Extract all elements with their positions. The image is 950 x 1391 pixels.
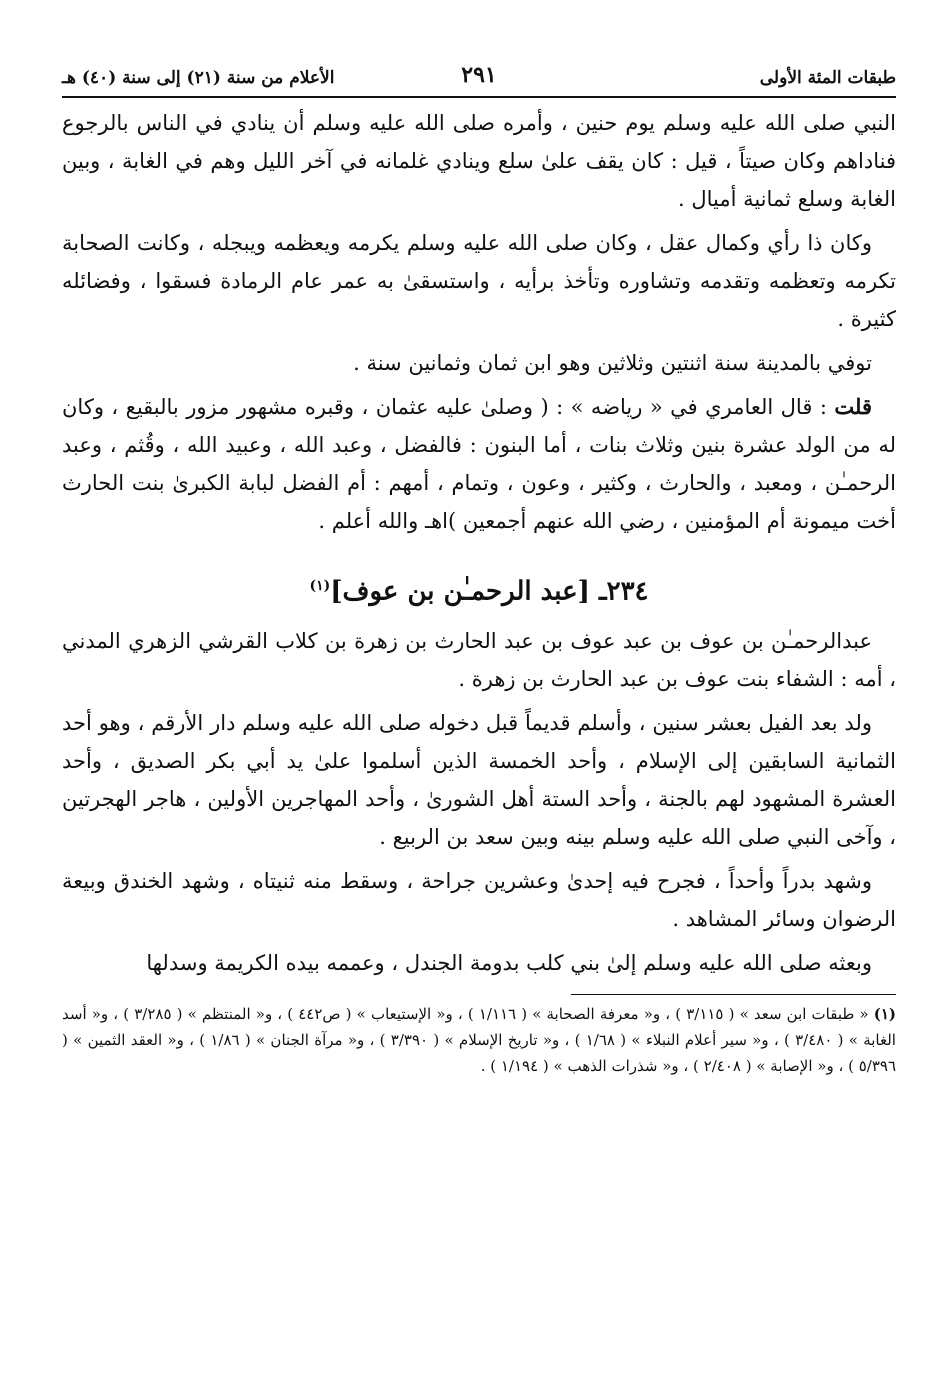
book-title-header: طبقات المئة الأولى (759, 68, 896, 88)
paragraph-2: وكان ذا رأي وكمال عقل ، وكان صلى الله عليه وسلم يكرمه ويعظمه ويبجله ، وكانت الصحابة تكرمه وتعظمه وتقدمه وتشاوره وتأخذ برأيه ، واستسقىٰ به عمر عام الرمادة فسقوا ، وفضائله كثيرة . (62, 231, 896, 331)
running-header (62, 58, 896, 92)
chapter-range-header: الأعلام من سنة (٢١) إلى سنة (٤٠) هـ (62, 68, 335, 88)
qultu-text: : قال العامري في « رياضه » : ( وصلىٰ عليه عثمان ، وقبره مشهور مزور بالبقيع ، وكان له من الولد عشرة بنين وثلاث بنات ، أما البنون : فالفضل ، وعبد الله ، وعبيد الله ، وقُثم ، وعبد الرحمـٰن ، ومعبد ، والحارث ، وكثير ، وعون ، وتمام ، أمهم : أم الفضل لبابة الكبرىٰ بنت الحارث أخت ميمونة أم المؤمنين ، رضي الله عنهم أجمعين )اهـ والله أعلم . (62, 395, 896, 533)
header-divider (62, 96, 896, 98)
section-footnote-ref: (١) (309, 578, 331, 594)
section-heading (62, 564, 896, 614)
footnotes (62, 1001, 896, 1079)
main-text (62, 104, 896, 982)
section-title: ٢٣٤ـ [عبد الرحمـٰن بن عوف] (330, 576, 649, 607)
footnote-mark: (١) (873, 1004, 897, 1023)
paragraph-1: النبي صلى الله عليه وسلم يوم حنين ، وأمره صلى الله عليه وسلم أن ينادي في الناس بالرجوع فناداهم وكان صيتاً ، قيل : كان يقف علىٰ سلع وينادي غلمانه في آخر الليل وهم في الغابة ، وبين الغابة وسلع ثمانية أميال . (62, 111, 896, 211)
paragraph-3: توفي بالمدينة سنة اثنتين وثلاثين وهو ابن ثمان وثمانين سنة . (353, 351, 872, 375)
page-number: ٢٩١ (461, 62, 497, 88)
paragraph-6: وشهد بدراً وأحداً ، فجرح فيه إحدىٰ وعشرين جراحة ، وسقط منه ثنيتاه ، وشهد الخندق وبيعة الرضوان وسائر المشاهد . (62, 868, 896, 931)
book-page (62, 58, 896, 1079)
paragraph-7: وبعثه صلى الله عليه وسلم إلىٰ بني كلب بدومة الجندل ، وعممه بيده الكريمة وسدلها (146, 950, 872, 975)
footnote-divider (571, 994, 896, 995)
paragraph-5: ولد بعد الفيل بعشر سنين ، وأسلم قديماً قبل دخوله صلى الله عليه وسلم دار الأرقم ، وهو أحد الثمانية السابقين إلى الإسلام ، وأحد الخمسة الذين أسلموا علىٰ يد أبي بكر الصديق ، وأحد العشرة المشهود لهم بالجنة ، وأحد الستة أهل الشورىٰ ، وأحد المهاجرين الأولين ، هاجر الهجرتين ، وآخى النبي صلى الله عليه وسلم بينه وبين سعد بن الربيع . (62, 710, 896, 849)
qultu-paragraph (62, 388, 896, 540)
qultu-lead: قلت (834, 394, 872, 419)
footnote-text: « طبقات ابن سعد » ( ٣/١١٥ ) ، و« معرفة الصحابة » ( ١/١١٦ ) ، و« الإستيعاب » ( ص٤٤٢ ) ، و« المنتظم » ( ٣/٢٨٥ ) ، و« أسد الغابة » ( ٣/٤٨٠ ) ، و« سير أعلام النبلاء » ( ١/٦٨ ) ، و« تاريخ الإسلام » ( ٣/٣٩٠ ) ، و« مرآة الجنان » ( ١/٨٦ ) ، و« العقد الثمين » ( ٥/٣٩٦ ) ، و« الإصابة » ( ٢/٤٠٨ ) ، و« شذرات الذهب » ( ١/١٩٤ ) . (62, 1004, 896, 1075)
paragraph-4: عبدالرحمـٰن بن عوف بن عبد عوف بن عبد الحارث بن زهرة بن كلاب القرشي الزهري المدني ، أمه : الشفاء بنت عوف بن عبد الحارث بن زهرة . (62, 628, 896, 691)
footnote-1 (62, 1001, 896, 1079)
